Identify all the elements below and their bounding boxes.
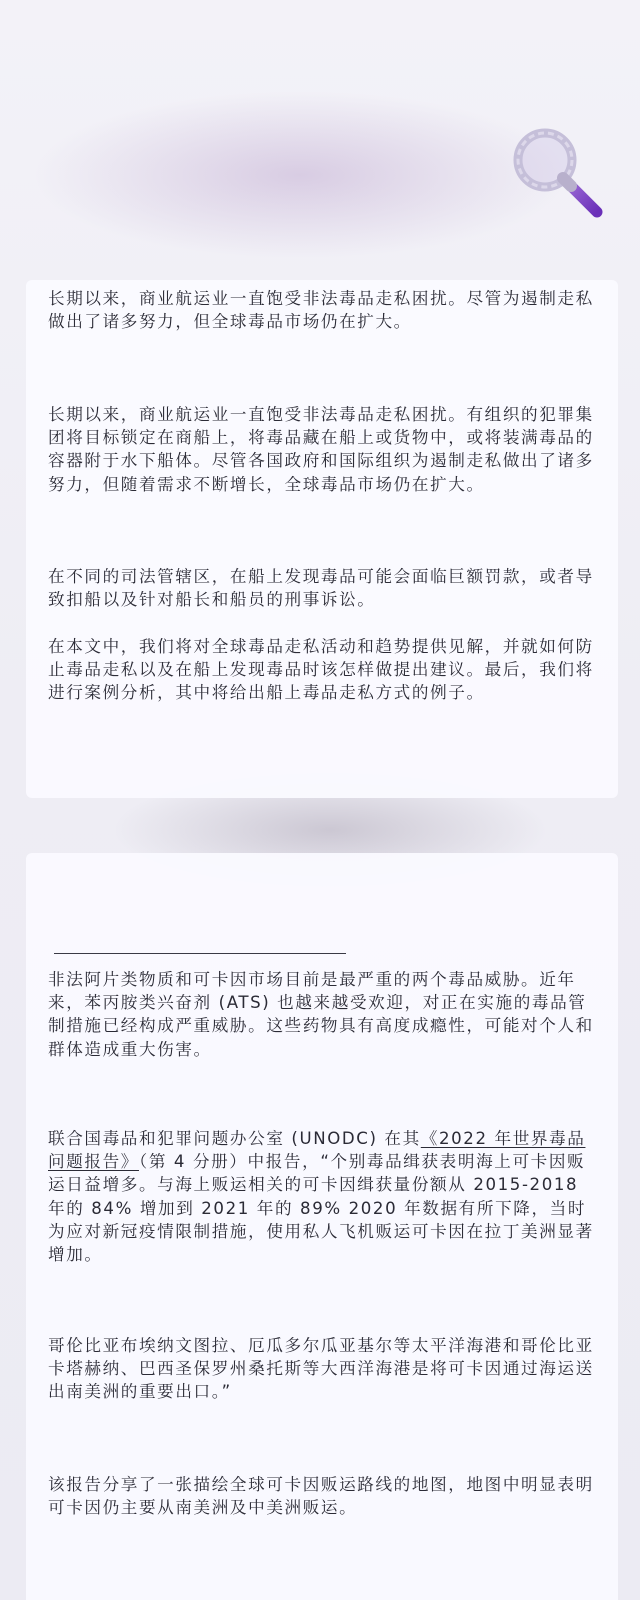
intro-paragraph-2: 长期以来，商业航运业一直饱受非法毒品走私困扰。有组织的犯罪集团将目标锁定在商船上，将毒品藏在船上或货物中，或将装满毒品的容器附于水下船体。尽管各国政府和国际组织为遏制走私做出了诸多努力，但随着需求不断增长，全球毒品市场仍在扩大。 <box>48 405 594 494</box>
report-paragraph-2 <box>48 1127 594 1266</box>
magnifying-glass-icon <box>505 120 615 230</box>
intro-paragraph-4: 在本文中，我们将对全球毒品走私活动和趋势提供见解，并就如何防止毒品走私以及在船上发现毒品时该怎样做提出建议。最后，我们将进行案例分析，其中将给出船上毒品走私方式的例子。 <box>48 637 594 703</box>
report-paragraph-2-intro: 联合国毒品和犯罪问题办公室 (UNODC) 在其 <box>48 1129 421 1148</box>
report-paragraph-3: 哥伦比亚布埃纳文图拉、厄瓜多尔瓜亚基尔等太平洋海港和哥伦比亚卡塔赫纳、巴西圣保罗州桑托斯等大西洋海港是将可卡因通过海运送出南美洲的重要出口。” <box>48 1336 594 1402</box>
header-banner <box>0 0 640 280</box>
intro-paragraph-1: 长期以来，商业航运业一直饱受非法毒品走私困扰。尽管为遏制走私做出了诸多努力，但全球毒品市场仍在扩大。 <box>48 289 594 332</box>
intro-paragraph-3: 在不同的司法管辖区，在船上发现毒品可能会面临巨额罚款，或者导致扣船以及针对船长和船员的刑事诉讼。 <box>48 567 594 610</box>
intro-card <box>26 280 618 798</box>
world-drug-report-link[interactable]: 《2022 年世界毒品问题报告》 <box>48 1129 586 1172</box>
section-divider <box>54 953 346 954</box>
report-paragraph-1: 非法阿片类物质和可卡因市场目前是最严重的两个毒品威胁。近年来，苯丙胺类兴奋剂 (ATS) 也越来越受欢迎，对正在实施的毒品管制措施已经构成严重威胁。这些药物具有高度成瘾性，可能对个人和群体造成重大伤害。 <box>48 970 594 1059</box>
report-paragraph-2-rest: （第 4 分册）中报告，“个别毒品缉获表明海上可卡因贩运日益增多。与海上贩运相关的可卡因缉获量份额从 2015-2018 年的 84% 增加到 2021 年的 89% 2020 年数据有所下降，当时为应对新冠疫情限制措施，使用私人飞机贩运可卡因在拉丁美洲显著增加。 <box>48 1152 594 1265</box>
report-paragraph-4: 该报告分享了一张描绘全球可卡因贩运路线的地图，地图中明显表明可卡因仍主要从南美洲及中美洲贩运。 <box>48 1475 594 1518</box>
